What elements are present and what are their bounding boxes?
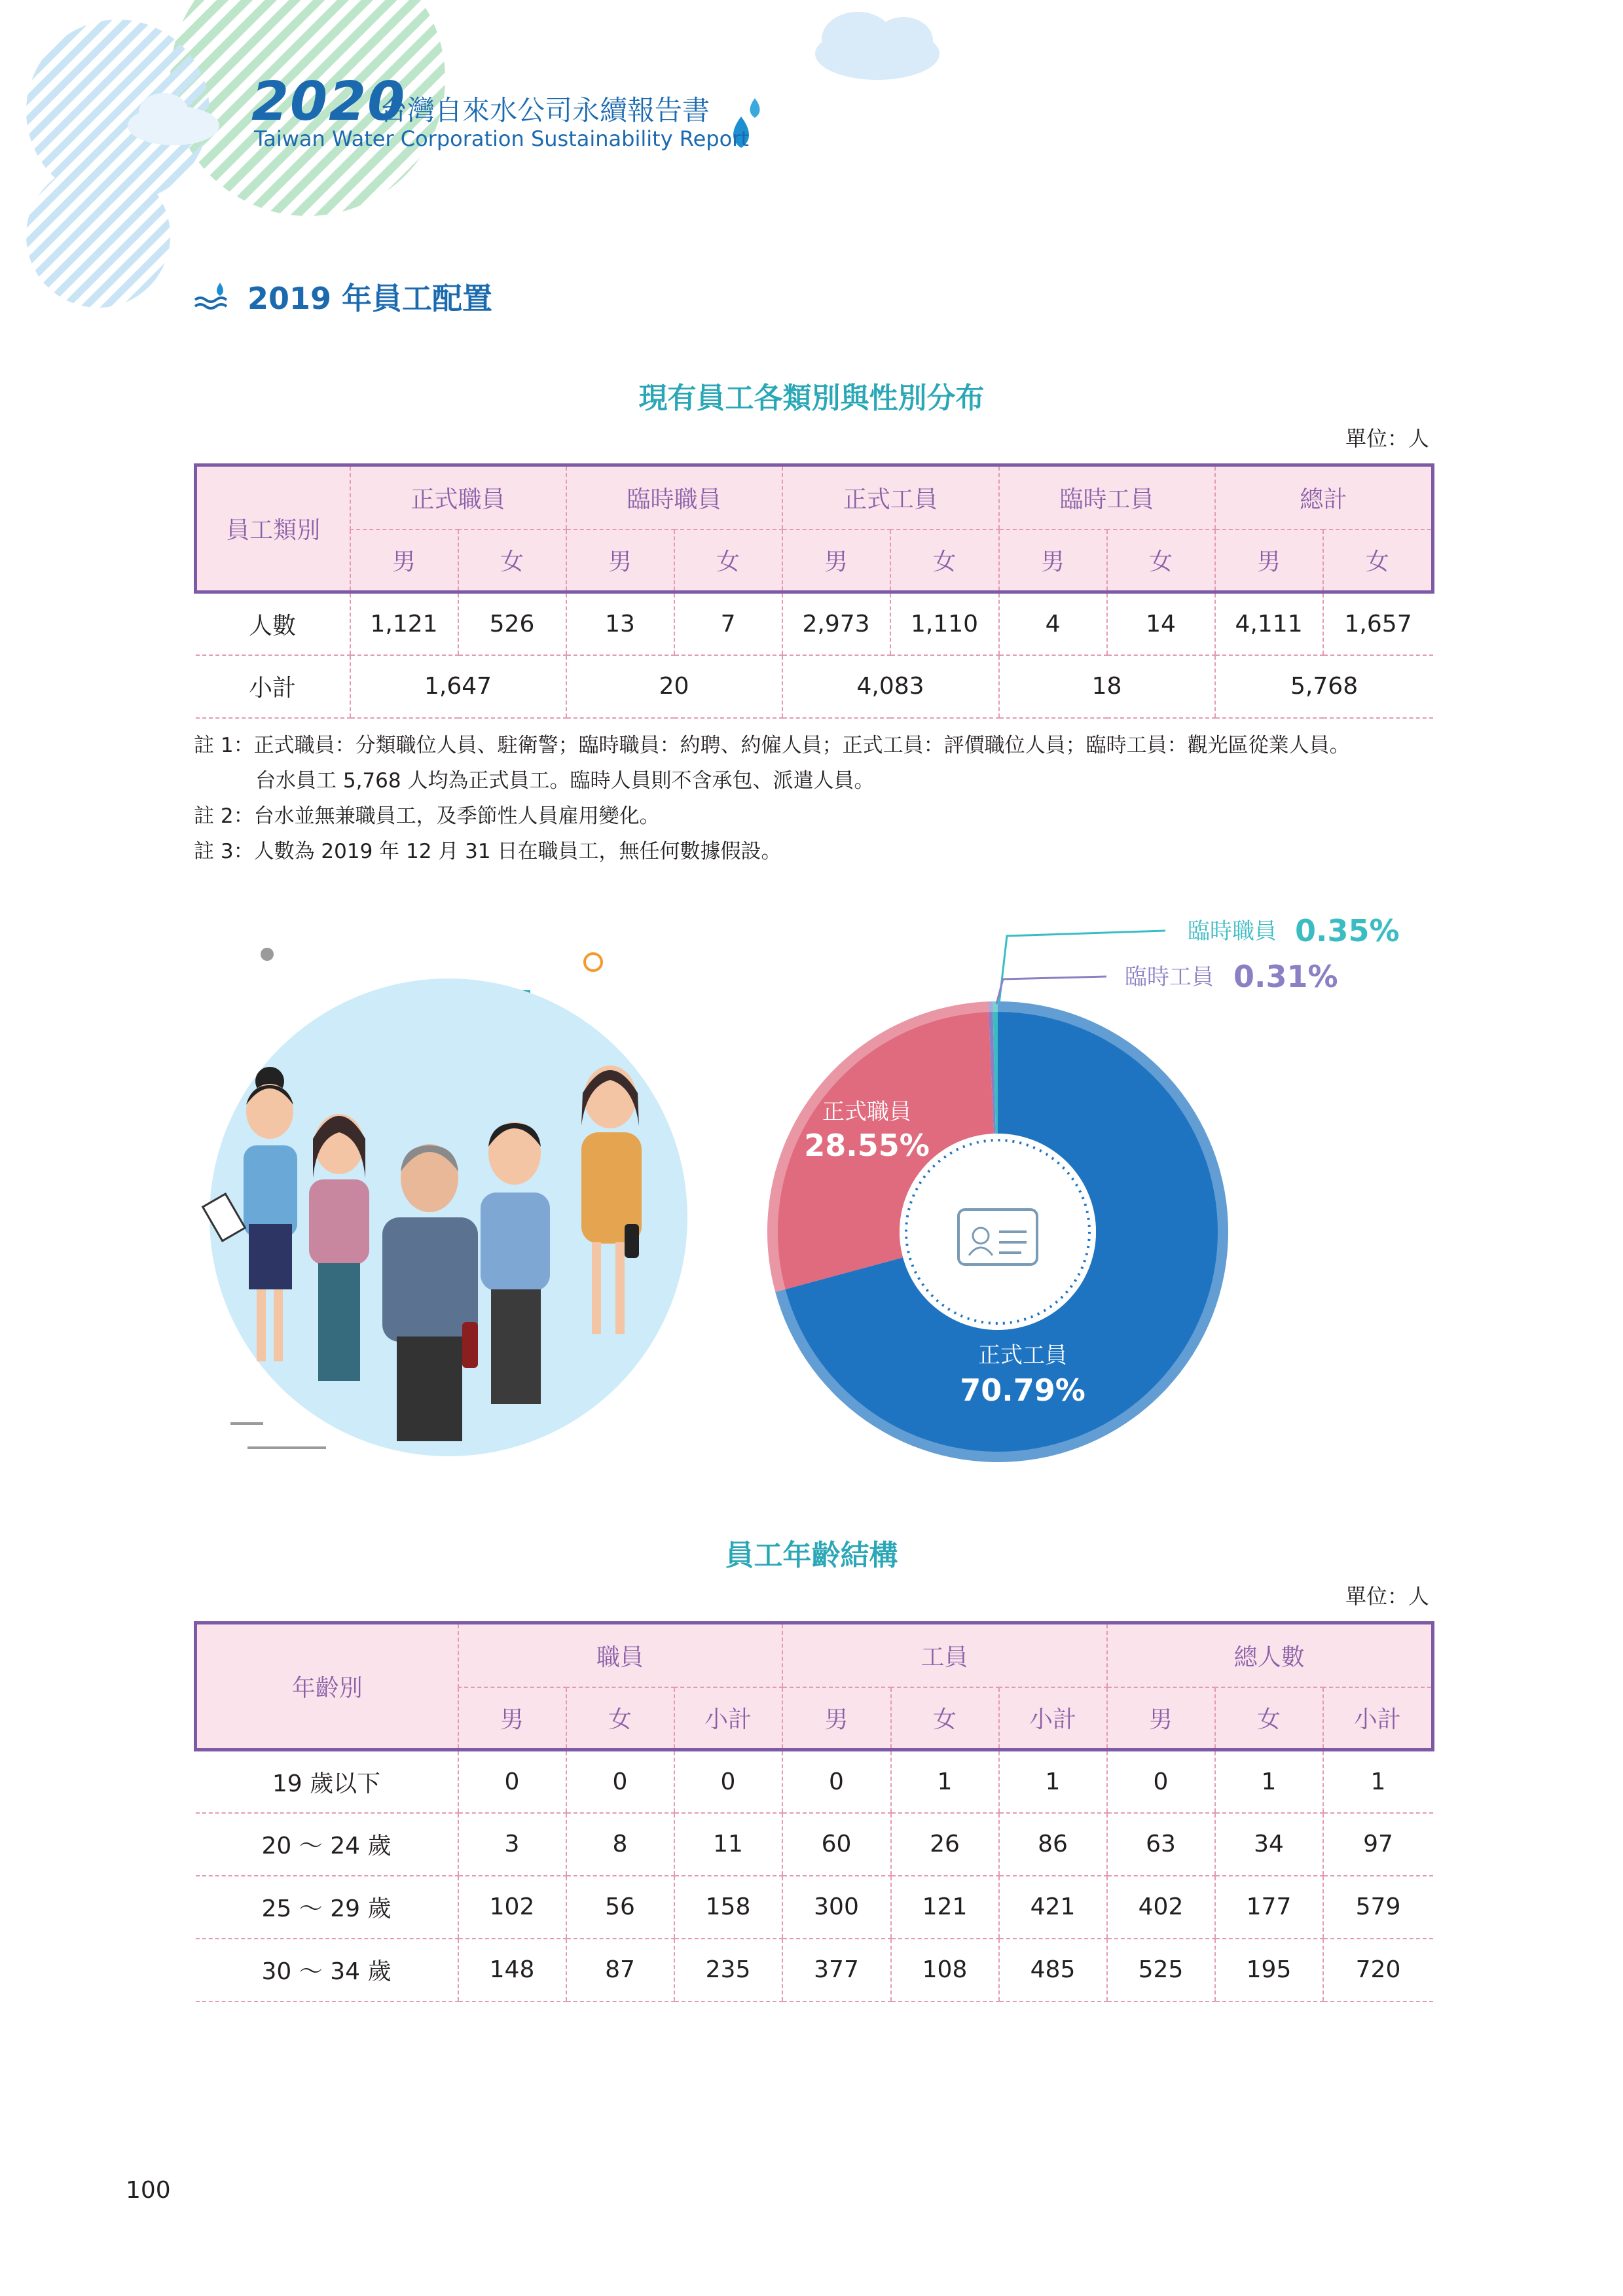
employee-age-table: [194, 1621, 1434, 2002]
cell: 20: [566, 655, 782, 718]
col-header-group: 臨時職員: [566, 465, 782, 529]
cell: 177: [1215, 1876, 1323, 1939]
table2-title: 員工年齡結構: [725, 1539, 898, 1572]
col-header-group: 臨時工員: [999, 465, 1215, 529]
cell: 56: [566, 1876, 674, 1939]
col-header-male: 男: [1215, 529, 1323, 592]
cell: 148: [458, 1939, 566, 2001]
cell: 5,768: [1215, 655, 1433, 718]
row-label: 19 歲以下: [196, 1750, 458, 1813]
col-header-group: 職員: [458, 1623, 782, 1687]
cell: 1: [891, 1750, 999, 1813]
cell: 1: [999, 1750, 1107, 1813]
cell: 14: [1107, 592, 1215, 655]
cell: 121: [891, 1876, 999, 1939]
cell: 579: [1323, 1876, 1433, 1939]
slice-value: 70.79%: [960, 1372, 1085, 1408]
table-row: [196, 1750, 1433, 1813]
cell: 8: [566, 1813, 674, 1876]
cell: 108: [891, 1939, 999, 2001]
table-row: [196, 1939, 1433, 2001]
col-header-group: 總人數: [1107, 1623, 1433, 1687]
table1-unit: 單位：人: [1345, 426, 1429, 451]
cell: 18: [999, 655, 1215, 718]
leader-line-temp-worker: [996, 977, 1106, 1004]
cell: 4: [999, 592, 1107, 655]
donut-hole: [900, 1134, 1096, 1330]
cell: 1,657: [1323, 592, 1433, 655]
cell: 60: [782, 1813, 891, 1876]
report-title-zh: 台灣自來水公司永續報告書: [380, 94, 710, 126]
cell: 11: [674, 1813, 782, 1876]
col-header-male: 男: [999, 529, 1107, 592]
cell: 402: [1107, 1876, 1215, 1939]
slice-value: 28.55%: [804, 1128, 930, 1163]
cell: 86: [999, 1813, 1107, 1876]
cell: 4,111: [1215, 592, 1323, 655]
cell: 0: [458, 1750, 566, 1813]
cell: 421: [999, 1876, 1107, 1939]
table-row: [196, 592, 1433, 655]
col-header-male: 男: [782, 529, 890, 592]
col-header-female: 女: [890, 529, 999, 592]
cell: 1,647: [350, 655, 566, 718]
slice-label: 正式職員: [822, 1099, 911, 1125]
cell: 0: [782, 1750, 891, 1813]
slice-value: 0.31%: [1233, 959, 1338, 994]
col-header-subtotal: 小計: [999, 1687, 1107, 1750]
table-row: [196, 1813, 1433, 1876]
water-wave-icon: [194, 280, 233, 312]
col-header-male: 男: [350, 529, 458, 592]
note-1: 註 1：正式職員：分類職位人員、駐衛警；臨時職員：約聘、約僱人員；正式工員：評價職位人員；臨時工員：觀光區從業人員。: [194, 734, 1350, 757]
cell: 2,973: [782, 592, 890, 655]
col-header-male: 男: [1107, 1687, 1215, 1750]
cell: 102: [458, 1876, 566, 1939]
col-header-female: 女: [458, 529, 566, 592]
note-3: 註 3：人數為 2019 年 12 月 31 日在職員工，無任何數據假設。: [194, 840, 782, 863]
col-header-group: 正式工員: [782, 465, 999, 529]
cell: 1: [1215, 1750, 1323, 1813]
col-header-group: 工員: [782, 1623, 1107, 1687]
cell: 1,121: [350, 592, 458, 655]
cell: 235: [674, 1939, 782, 2001]
page-number: 100: [126, 2177, 171, 2204]
cell: 525: [1107, 1939, 1215, 2001]
cell: 485: [999, 1939, 1107, 2001]
slice-label: 臨時工員: [1125, 964, 1214, 990]
col-header-subtotal: 小計: [1323, 1687, 1433, 1750]
table2-unit: 單位：人: [1345, 1584, 1429, 1609]
employee-category-table: [194, 463, 1434, 719]
table-row-subtotal: [196, 655, 1433, 718]
col-header-subtotal: 小計: [674, 1687, 782, 1750]
note-1-cont: 台水員工 5,768 人均為正式員工。臨時人員則不含承包、派遣人員。: [255, 769, 875, 793]
cell: 7: [674, 592, 782, 655]
col-header-group: 總計: [1215, 465, 1433, 529]
donut-slice-rim: [988, 1001, 993, 1012]
col-header-female: 女: [1107, 529, 1215, 592]
cell: 1,110: [890, 592, 999, 655]
row-label: 30 ～ 34 歲: [196, 1939, 458, 2001]
cell: 0: [1107, 1750, 1215, 1813]
slice-value: 0.35%: [1295, 913, 1400, 948]
report-title-en: Taiwan Water Corporation Sustainability Report: [254, 126, 749, 151]
cell: 0: [566, 1750, 674, 1813]
col-header-male: 男: [458, 1687, 566, 1750]
row-label: 20 ～ 24 歲: [196, 1813, 458, 1876]
slice-label: 臨時職員: [1188, 918, 1277, 944]
col-header-female: 女: [1323, 529, 1433, 592]
table-notes: [194, 728, 1350, 869]
col-header-female: 女: [566, 1687, 674, 1750]
report-year: 2020: [251, 71, 407, 133]
slice-label: 正式工員: [978, 1342, 1067, 1369]
cell: 26: [891, 1813, 999, 1876]
cell: 63: [1107, 1813, 1215, 1876]
col-header-male: 男: [782, 1687, 891, 1750]
cell: 3: [458, 1813, 566, 1876]
cell: 720: [1323, 1939, 1433, 2001]
col-header-female: 女: [891, 1687, 999, 1750]
section-title: 2019 年員工配置: [247, 281, 493, 316]
row-label: 人數: [196, 592, 350, 655]
cell: 13: [566, 592, 674, 655]
cell: 97: [1323, 1813, 1433, 1876]
employees-illustration: [196, 936, 694, 1473]
cell: 87: [566, 1939, 674, 2001]
row-label: 25 ～ 29 歲: [196, 1876, 458, 1939]
table-row: [196, 1876, 1433, 1939]
cell: 0: [674, 1750, 782, 1813]
cell: 526: [458, 592, 566, 655]
col-header-group: 正式職員: [350, 465, 566, 529]
cell: 377: [782, 1939, 891, 2001]
cell: 1: [1323, 1750, 1433, 1813]
col-header-male: 男: [566, 529, 674, 592]
cell: 34: [1215, 1813, 1323, 1876]
table1-title: 現有員工各類別與性別分布: [638, 382, 985, 415]
cell: 195: [1215, 1939, 1323, 2001]
cell: 158: [674, 1876, 782, 1939]
employee-type-donut-chart: [759, 903, 1453, 1479]
row-label: 小計: [196, 655, 350, 718]
col-header-female: 女: [1215, 1687, 1323, 1750]
note-2: 註 2：台水並無兼職員工，及季節性人員雇用變化。: [194, 804, 660, 828]
col-header-female: 女: [674, 529, 782, 592]
col-header-category: 員工類別: [196, 465, 350, 592]
col-header-age: 年齡別: [196, 1623, 458, 1750]
cell: 300: [782, 1876, 891, 1939]
cell: 4,083: [782, 655, 999, 718]
